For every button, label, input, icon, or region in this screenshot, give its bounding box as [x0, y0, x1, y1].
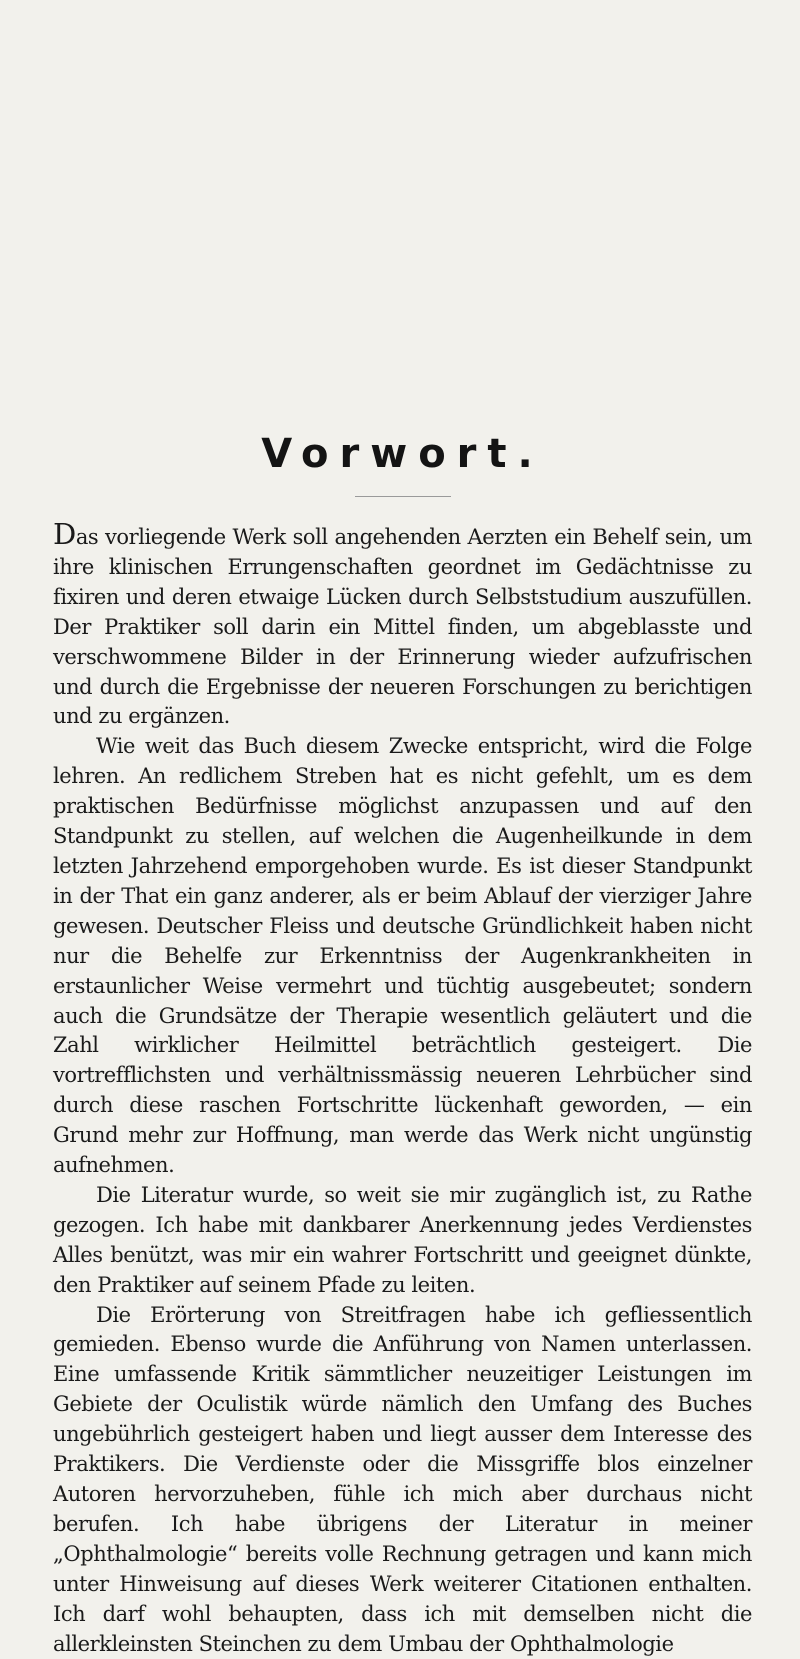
paragraph-4: Die Erörterung von Streitfragen habe ich gefliessentlich gemieden. Ebenso wurde die Anführung von Namen unterlassen. Eine umfassende Kritik sämmtlicher neuzeitiger Leistungen im Gebiete der Oculistik würde nämlich den Umfang des Buches ungebührlich gesteigert haben und liegt ausser dem Interesse des Praktikers. Die Verdienste oder die Missgriffe blos einzelner Autoren hervorzuheben, fühle ich mich aber durchaus nicht berufen. Ich habe übrigens der Literatur in meiner „Ophthalmologie“ bereits volle Rechnung getragen und kann mich unter Hinweisung auf dieses Werk weiterer Citationen enthalten. Ich darf wohl behaupten, dass ich mit demselben nicht die allerkleinsten Steinchen zu dem Umbau der Ophthalmologie: [53, 1302, 752, 1656]
preface-body: [53, 517, 752, 1659]
paragraph-3: Die Literatur wurde, so weit sie mir zugänglich ist, zu Rathe gezogen. Ich habe mit dankbarer Anerkennung jedes Verdienstes Alles benützt, was mir ein wahrer Fortschritt und geeignet dünkte, den Praktiker auf seinem Pfade zu leiten.: [53, 1182, 752, 1297]
paragraph-1-text: as vorliegende Werk soll angehenden Aerzten ein Behelf sein, um ihre klinischen Errungenschaften geordnet im Gedächtnisse zu fixiren und deren etwaige Lücken durch Selbststudium auszufüllen. Der Praktiker soll darin ein Mittel finden, um abgeblasste und verschwommene Bilder in der Erinnerung wieder aufzufrischen und durch die Ergebnisse der neueren Forschungen zu berichtigen und zu ergänzen.: [53, 525, 752, 729]
initial-letter: D: [53, 517, 76, 551]
paragraph-1: [53, 517, 752, 732]
title-underline: [355, 496, 451, 497]
paragraph-2: Wie weit das Buch diesem Zwecke entspricht, wird die Folge lehren. An redlichem Streben hat es nicht gefehlt, um es dem praktischen Bedürfnisse möglichst anzupassen und auf den Standpunkt zu stellen, auf welchen die Augenheilkunde in dem letzten Jahrzehend emporgehoben wurde. Es ist dieser Standpunkt in der That ein ganz anderer, als er beim Ablauf der vierziger Jahre gewesen. Deutscher Fleiss und deutsche Gründlichkeit haben nicht nur die Behelfe zur Erkenntniss der Augenkrankheiten in erstaunlicher Weise vermehrt und tüchtig ausgebeutet; sondern auch die Grundsätze der Therapie wesentlich geläutert und die Zahl wirklicher Heilmittel beträchtlich gesteigert. Die vortrefflichsten und verhältnissmässig neueren Lehrbücher sind durch diese raschen Fortschritte lückenhaft geworden, — ein Grund mehr zur Hoffnung, man werde das Werk nicht ungünstig aufnehmen.: [53, 734, 752, 1178]
page-title: Vorwort.: [261, 431, 544, 477]
